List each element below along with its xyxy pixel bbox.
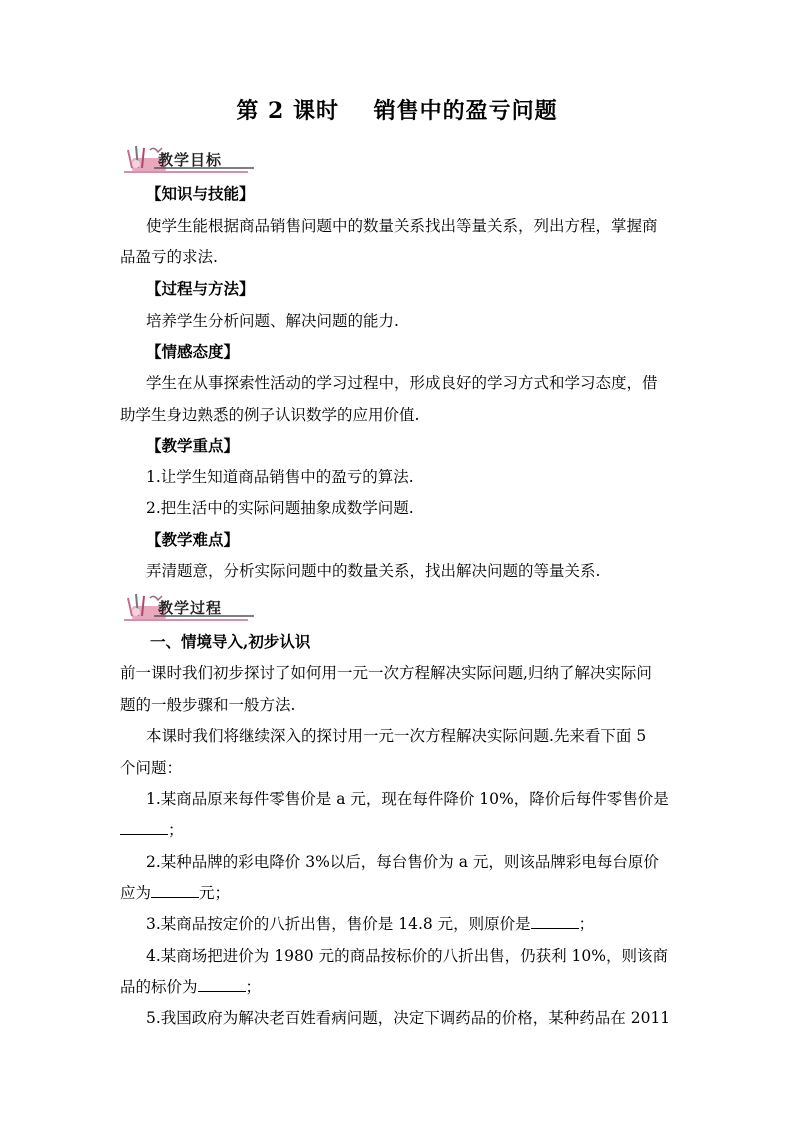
- heading-attitude: 【情感态度】: [146, 342, 240, 361]
- heading-part-1: 一、情境导入,初步认识: [150, 632, 311, 651]
- question-4: 4.某商场把进价为 1980 元的商品按标价的八折出售，仍获利 10%，则该商: [146, 947, 668, 965]
- question-2: 2.某种品牌的彩电降价 3%以后，每台售价为 a 元，则该品牌彩电每台原价: [146, 853, 659, 871]
- paragraph-line: 学生在从事探索性活动的学习过程中，形成良好的学习方式和学习态度，借: [146, 374, 658, 392]
- paragraph-line: 题的一般步骤和一般方法.: [120, 696, 296, 714]
- heading-difficulties: 【教学难点】: [146, 530, 240, 549]
- paragraph-line: 1.让学生知道商品销售中的盈亏的算法.: [146, 468, 414, 486]
- question-2-blank-line: 应为 元；: [120, 884, 231, 902]
- paragraph-line: 2.把生活中的实际问题抽象成数学问题.: [146, 499, 414, 517]
- question-4-blank-line: 品的标价为 ；: [120, 978, 262, 996]
- question-1-blank-line: ；: [120, 818, 184, 840]
- paragraph-line: 个问题：: [120, 759, 183, 777]
- section-title-process: 教学过程: [158, 599, 223, 617]
- question-5: 5.我国政府为解决老百姓看病问题，决定下调药品的价格，某种药品在 2011: [146, 1009, 671, 1027]
- paragraph-line: 品盈亏的求法.: [120, 248, 218, 266]
- heading-process: 【过程与方法】: [146, 279, 255, 298]
- paragraph-line: 助学生身边熟悉的例子认识数学的应用价值.: [120, 406, 420, 424]
- section-banner-objectives: [118, 142, 258, 176]
- question-3: 3.某商品按定价的八折出售，售价是 14.8 元，则原价是 ；: [146, 915, 595, 933]
- answer-blank: [151, 882, 199, 898]
- answer-blank: [198, 976, 246, 992]
- paragraph-line: 培养学生分析问题、解决问题的能力.: [146, 312, 399, 330]
- paragraph-line: 本课时我们将继续深入的探讨用一元一次方程解决实际问题.先来看下面 5: [146, 727, 647, 745]
- paragraph-line: 使学生能根据商品销售问题中的数量关系找出等量关系，列出方程，掌握商: [146, 217, 658, 235]
- question-1: 1.某商品原来每件零售价是 a 元，现在每件降价 10%，降价后每件零售价是: [146, 790, 669, 808]
- answer-blank: [531, 913, 579, 929]
- paragraph-line: 弄清题意，分析实际问题中的数量关系，找出解决问题的等量关系.: [146, 562, 601, 580]
- heading-key-points: 【教学重点】: [146, 436, 240, 455]
- answer-blank: [120, 819, 168, 835]
- page-title: 第 2 课时 销售中的盈亏问题: [236, 98, 558, 124]
- section-title-objectives: 教学目标: [158, 151, 223, 169]
- heading-knowledge: 【知识与技能】: [146, 184, 255, 203]
- section-banner-process: [118, 590, 258, 624]
- paragraph-line: 前一课时我们初步探讨了如何用一元一次方程解决实际问题,归纳了解决实际问: [120, 664, 652, 682]
